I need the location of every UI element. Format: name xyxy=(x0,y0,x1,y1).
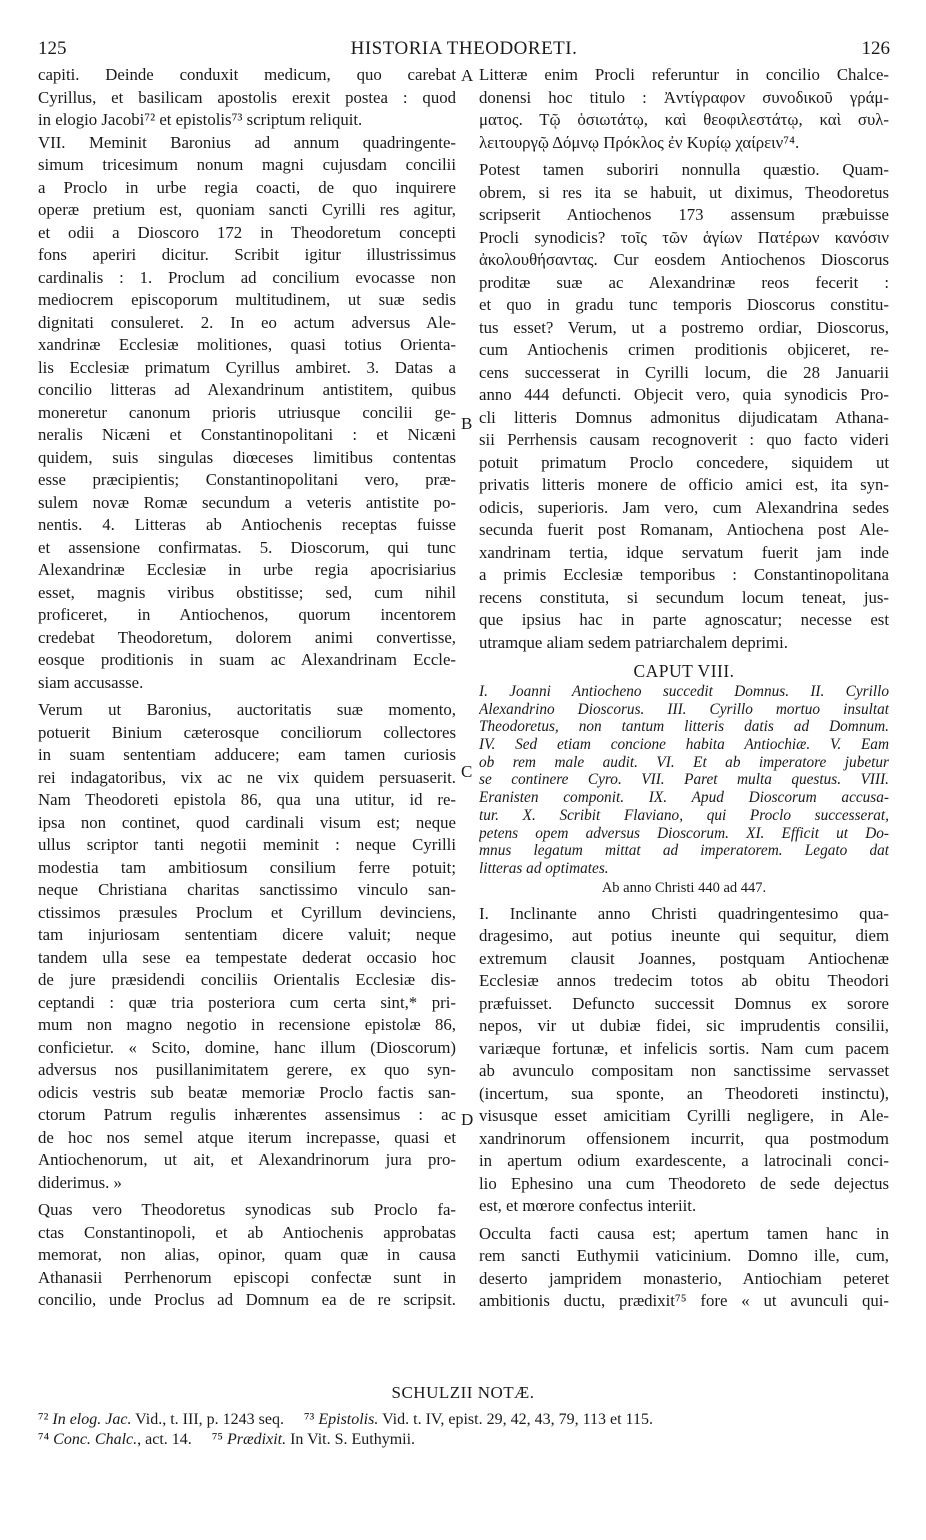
left-column xyxy=(38,64,456,1312)
text-line: ab avunculo compositam non sanctissime servasset xyxy=(479,1061,889,1081)
text-line: ματος. Τῷ ὁσιωτάτῳ, καὶ θεοφιλεστάτῳ, καὶ συλ- xyxy=(479,110,889,129)
footnote-mark: ⁷² xyxy=(38,1411,49,1428)
text-line: est, et mœrore confectus interiit. xyxy=(479,1196,697,1216)
text-line: ctorum Patrum regulis inhærentes assensimus : ac xyxy=(38,1105,456,1124)
text-line: cardinalis : 1. Proclum ad concilium evocasse non xyxy=(38,267,456,287)
footnote-text: Vid. t. IV, epist. 29, 42, 43, 79, 113 et 115. xyxy=(382,1411,653,1428)
footnote-mark: ⁷³ xyxy=(303,1411,315,1428)
text-line: Cyrillus, et basilicam apostolis erexit postea : quod xyxy=(38,87,456,107)
text-line: cli litteris Domnus admonitus dijudicatam Athana- xyxy=(479,407,889,427)
margin-mark-d: D xyxy=(461,1110,474,1129)
text-line: recens constituta, si secundum locum teneat, jus- xyxy=(479,587,889,607)
text-line: et odii a Dioscoro 172 in Theodoretum concepti xyxy=(38,222,456,242)
text-line: sii Perrhensis causam recognoverit : quo facto videri xyxy=(479,430,889,449)
text-line: lio Ephesino una cum Theodoreto de sede dejectus xyxy=(479,1173,889,1193)
page-number-left: 125 xyxy=(38,38,67,59)
text-line: operæ pretium est, quoniam sancti Cyrilli res agitur, xyxy=(38,200,456,219)
text-line: ἀκολουθήσαντας. Cur eosdem Antiochenos Dioscorus xyxy=(479,250,889,269)
text-line: nepos, vir ut dubiæ fidei, sic imprudentis consilii, xyxy=(479,1016,889,1036)
chapter-summary-line: ob rem male audit. VI. Et ab imperatore jubetur xyxy=(479,753,889,771)
footnote-ref: In elog. Jac. xyxy=(52,1411,132,1428)
text-line: in elogio Jacobi⁷² et epistolis⁷³ scriptum reliquit. xyxy=(38,110,363,129)
text-line: neque Christiana charitas sanctissimo vinculo san- xyxy=(38,880,456,899)
footnote-line xyxy=(38,1431,890,1449)
chapter-summary-line: litteras ad optimates. xyxy=(479,859,609,877)
footnote-line xyxy=(38,1411,890,1429)
text-line: de hoc nos semel atque iterum increpasse, quasi et xyxy=(38,1127,456,1147)
text-line: adversus nos pusillanimitatem gerere, ex quo syn- xyxy=(38,1060,456,1079)
text-line: in suam sententiam adducere; eam tamen curiosis xyxy=(38,745,456,764)
text-line: memorat, non alias, opinor, quam quæ in causa xyxy=(38,1245,456,1264)
text-line: donensi hoc titulo : Ἀντίγραφον συνοδικοῦ γράμ- xyxy=(479,87,889,107)
text-line: esse præcipientis; Constantinopolitani vero, præ- xyxy=(38,470,456,489)
notes-title: SCHULZII NOTÆ. xyxy=(391,1383,535,1402)
text-line: VII. Meminit Baronius ad annum quadringente- xyxy=(38,132,456,152)
text-line: privatis litteris monere de officio amici est, ita syn- xyxy=(479,475,889,494)
text-line: λειτουργῷ Δόμνῳ Πρόκλος ἐν Κυρίῳ χαίρειν⁷⁴. xyxy=(479,132,800,152)
text-line: extremum clausit Joannes, postquam Antiochenæ xyxy=(479,948,889,968)
page-header xyxy=(38,38,890,60)
chapter-summary-line: Eranisten componit. IX. Apud Dioscorum accusa- xyxy=(479,789,889,807)
chapter-summary-line: petens opem adversus Dioscorum. XI. Efficit ut Do- xyxy=(479,824,889,842)
text-line: proficeret, in Antiochenos, quorum incentorem xyxy=(38,605,456,624)
text-line: de jure præsidendi conciliis Orientalis Ecclesiæ dis- xyxy=(38,970,456,989)
footnote-mark: ⁷⁵ xyxy=(211,1431,223,1448)
text-line: obrem, si res ita se habuit, ut diximus, Theodoretus xyxy=(479,182,889,202)
margin-mark-c: C xyxy=(461,762,473,781)
text-line: concilio litteras ad Alexandrinum antistitem, quibus xyxy=(38,380,456,399)
chapter-summary-line: se continere Cyro. VII. Paret multa questus. VIII. xyxy=(479,771,889,789)
text-line: in apertum odium exardescente, a latrocinali conci- xyxy=(479,1151,889,1171)
chapter-title: CAPUT VIII. xyxy=(633,661,735,681)
chapter-summary-line: Alexandrino Dioscorus. III. Cyrillo mortuo insultat xyxy=(479,700,889,718)
running-title: HISTORIA THEODORETI. xyxy=(350,38,578,59)
text-line: dragesimo, aut potius ineunte qui sequitur, diem xyxy=(479,926,889,946)
text-line: Quas vero Theodoretus synodicas sub Proclo fa- xyxy=(38,1200,456,1219)
text-line: utramque aliam sedem patriarchalem deprimi. xyxy=(479,632,788,652)
text-line: Athanasii Perrhenorum episcopi confectæ sunt in xyxy=(38,1267,456,1287)
chapter-summary-line: Theodoretus, non tantum litteris datis ad Domnum. xyxy=(479,718,889,736)
text-line: a primis Ecclesiæ temporibus : Constantinopolitana xyxy=(479,565,889,584)
text-line: potuerit Binium cæterosque conciliorum collectores xyxy=(38,722,456,742)
text-line: Potest tamen suboriri nonnulla quæstio. Quam- xyxy=(479,160,889,179)
chapter-date-line: Ab anno Christi 440 ad 447. xyxy=(601,879,767,896)
text-line: cens successerat in Cyrilli locum, die 28 Januarii xyxy=(479,362,889,382)
text-line: xandrinorum offensionem incurrit, qua postmodum xyxy=(479,1128,889,1148)
text-line: mediocrem episcoporum multitudinem, ut suæ sedis xyxy=(38,290,456,309)
text-line: tandem ulla sese ea tempestate dederat occasio hoc xyxy=(38,947,456,967)
text-line: nentis. 4. Litteras ab Antiochenis receptas fuisse xyxy=(38,515,456,534)
chapter-summary-line: mnus legatum mittat ad imperatorem. Legato dat xyxy=(479,842,889,860)
text-line: conficietur. « Scito, domine, hanc illum (Dioscorum) xyxy=(38,1037,456,1057)
footnote-ref: Epistolis. xyxy=(318,1411,379,1428)
text-line: moneretur canonum prioris utriusque concilii ge- xyxy=(38,402,456,422)
text-line: credebat Theodoretum, dolorem animi convertisse, xyxy=(38,627,456,647)
text-line: visusque esset amicitiam Cyrilli negligere, in Ale- xyxy=(479,1106,889,1126)
text-line: concilio, unde Proclus ad Domnum ea de re scripsit. xyxy=(38,1290,456,1309)
text-line: capiti. Deinde conduxit medicum, quo carebat xyxy=(38,65,456,84)
text-line: Litteræ enim Procli referuntur in concilio Chalce- xyxy=(479,65,889,84)
footnote-mark: ⁷⁴ xyxy=(38,1431,50,1448)
text-line: mum non magno negotio in recensione epistolæ 86, xyxy=(38,1015,456,1034)
text-line: cum Antiochenis crimen proditionis objiceret, re- xyxy=(479,340,889,359)
text-line: proditæ suæ ac Alexandrinæ reos fecerit : xyxy=(479,272,889,292)
text-line: Antiochenorum, ut ait, et Alexandrinorum jura pro- xyxy=(38,1150,456,1169)
text-line: (incertum, sua sponte, an Theodoreti instinctu), xyxy=(479,1083,889,1103)
footnote-ref: Conc. Chalc. xyxy=(53,1431,138,1448)
text-line: ambitionis ductu, prædixit⁷⁵ fore « ut avunculi qui- xyxy=(479,1291,889,1311)
text-line: ipsa non continet, quod cardinali visum est; neque xyxy=(38,812,456,832)
text-line: sulem novæ Romæ secundum a veteris antistite po- xyxy=(38,492,456,512)
text-line: et assensione confirmatas. 5. Dioscorum, qui tunc xyxy=(38,537,456,557)
text-line: neralis Nicæni et Constantinopolitani : et Nicæni xyxy=(38,425,456,444)
margin-mark-b: B xyxy=(461,414,473,433)
footnote-text: , act. 14. xyxy=(137,1431,192,1448)
text-line: diderimus. » xyxy=(38,1172,122,1192)
text-line: xandrinæ Ecclesiæ molitiones, quasi totius Orienta- xyxy=(38,335,456,354)
text-line: tam injuriosam sententiam dicere valuit; neque xyxy=(38,925,456,944)
text-line: potuit primatum Proclo concedere, siquidem ut xyxy=(479,452,889,472)
text-line: tus esset? Verum, ut a postremo ordiar, Dioscorus, xyxy=(479,317,889,337)
text-line: dignitati consuleret. 2. In eo actum adversus Ale- xyxy=(38,312,456,332)
text-line: ctas Constantinopoli, et ab Antiochenis approbatas xyxy=(38,1222,456,1242)
chapter-summary-line: I. Joanni Antiocheno succedit Domnus. II. Cyrillo xyxy=(479,683,889,700)
text-line: quidem, suis singulas diœceses limitibus contentas xyxy=(38,447,456,467)
text-line: ullus scriptor tanti negotii meminit : neque Cyrilli xyxy=(38,835,456,854)
text-line: scripserit Antiochenos 173 assensum præbuisse xyxy=(479,205,889,224)
text-line: præfuisset. Defuncto successit Domnus ex sorore xyxy=(479,993,889,1013)
page-number-right: 126 xyxy=(861,38,890,59)
text-line: lis Ecclesiæ primatum Cyrillus ambiret. 3. Datas a xyxy=(38,357,456,377)
footnote-text: Vid., t. III, p. 1243 seq. xyxy=(135,1411,284,1428)
text-line: odicis, superioris. Jam vero, cum Alexandrina sedes xyxy=(479,497,889,517)
text-line: que ipsius hac in parte agnoscatur; necesse est xyxy=(479,610,889,629)
chapter-summary-line: tur. X. Scribit Flaviano, qui Proclo successerat, xyxy=(479,806,889,824)
text-line: Occulta facti causa est; apertum tamen hanc in xyxy=(479,1223,889,1243)
text-line: modestia tam ambitiosum consilium ferre potuit; xyxy=(38,857,456,877)
text-line: ctissimos præsules Proclum et Cyrillum devinciens, xyxy=(38,902,456,922)
text-line: esset, magnis viribus obstitisse; sed, cum nihil xyxy=(38,582,456,602)
text-line: anno 444 defuncti. Objecit vero, quia synodicis Pro- xyxy=(479,385,889,404)
text-line: fons aperiri dicitur. Scribit igitur illustrissimus xyxy=(38,245,456,264)
text-line: variæque fortunæ, et infelicis sortis. Nam cum pacem xyxy=(479,1038,889,1058)
margin-mark-a: A xyxy=(461,66,474,85)
text-line: Procli synodicis? τοῖς τῶν ἁγίων Πατέρων κανόσιν xyxy=(479,227,889,247)
text-line: odicis vestris sub beatæ memoriæ Proclo factis san- xyxy=(38,1082,456,1102)
text-line: Ecclesiæ annos tredecim totos ab obitu Theodori xyxy=(479,971,889,991)
text-line: a Proclo in urbe regia coacti, de quo inquirere xyxy=(38,177,456,197)
right-column xyxy=(479,64,889,1313)
chapter-summary-line: IV. Sed etiam concione habita Antiochiæ. V. Eam xyxy=(479,736,889,754)
text-line: ceptandi : quæ tria posteriora cum certa sint,* pri- xyxy=(38,992,456,1012)
text-line: eosque proditionis in suam ac Alexandrinam Eccle- xyxy=(38,650,456,669)
text-line: simum tricesimum nonum magni cujusdam concilii xyxy=(38,155,456,174)
text-line: deserto jampridem monasterio, Antiochiam peteret xyxy=(479,1268,889,1288)
footnote-text: In Vit. S. Euthymii. xyxy=(290,1431,416,1448)
footnote-ref: Prædixit. xyxy=(226,1431,287,1448)
text-line: Verum ut Baronius, auctoritatis suæ momento, xyxy=(38,700,456,719)
text-line: I. Inclinante anno Christi quadringentesimo qua- xyxy=(479,903,889,923)
text-line: xandrinam tertia, idque servatum fuerit jam inde xyxy=(479,542,889,562)
text-line: secunda fuerit post Romanam, Antiochena post Ale- xyxy=(479,520,889,539)
text-line: rei indagatoribus, vix ac ne vix quidem persuaserit. xyxy=(38,767,456,787)
text-line: Alexandrinæ Ecclesiæ in urbe regia apocrisiarius xyxy=(38,560,456,579)
text-line: siam accusasse. xyxy=(38,672,144,692)
text-line: rem sancti Euthymii vaticinium. Domno ille, cum, xyxy=(479,1246,889,1266)
text-line: Nam Theodoreti epistola 86, qua una utitur, id re- xyxy=(38,790,456,809)
text-line: et quo in gradu tunc temporis Dioscorus constitu- xyxy=(479,295,889,314)
